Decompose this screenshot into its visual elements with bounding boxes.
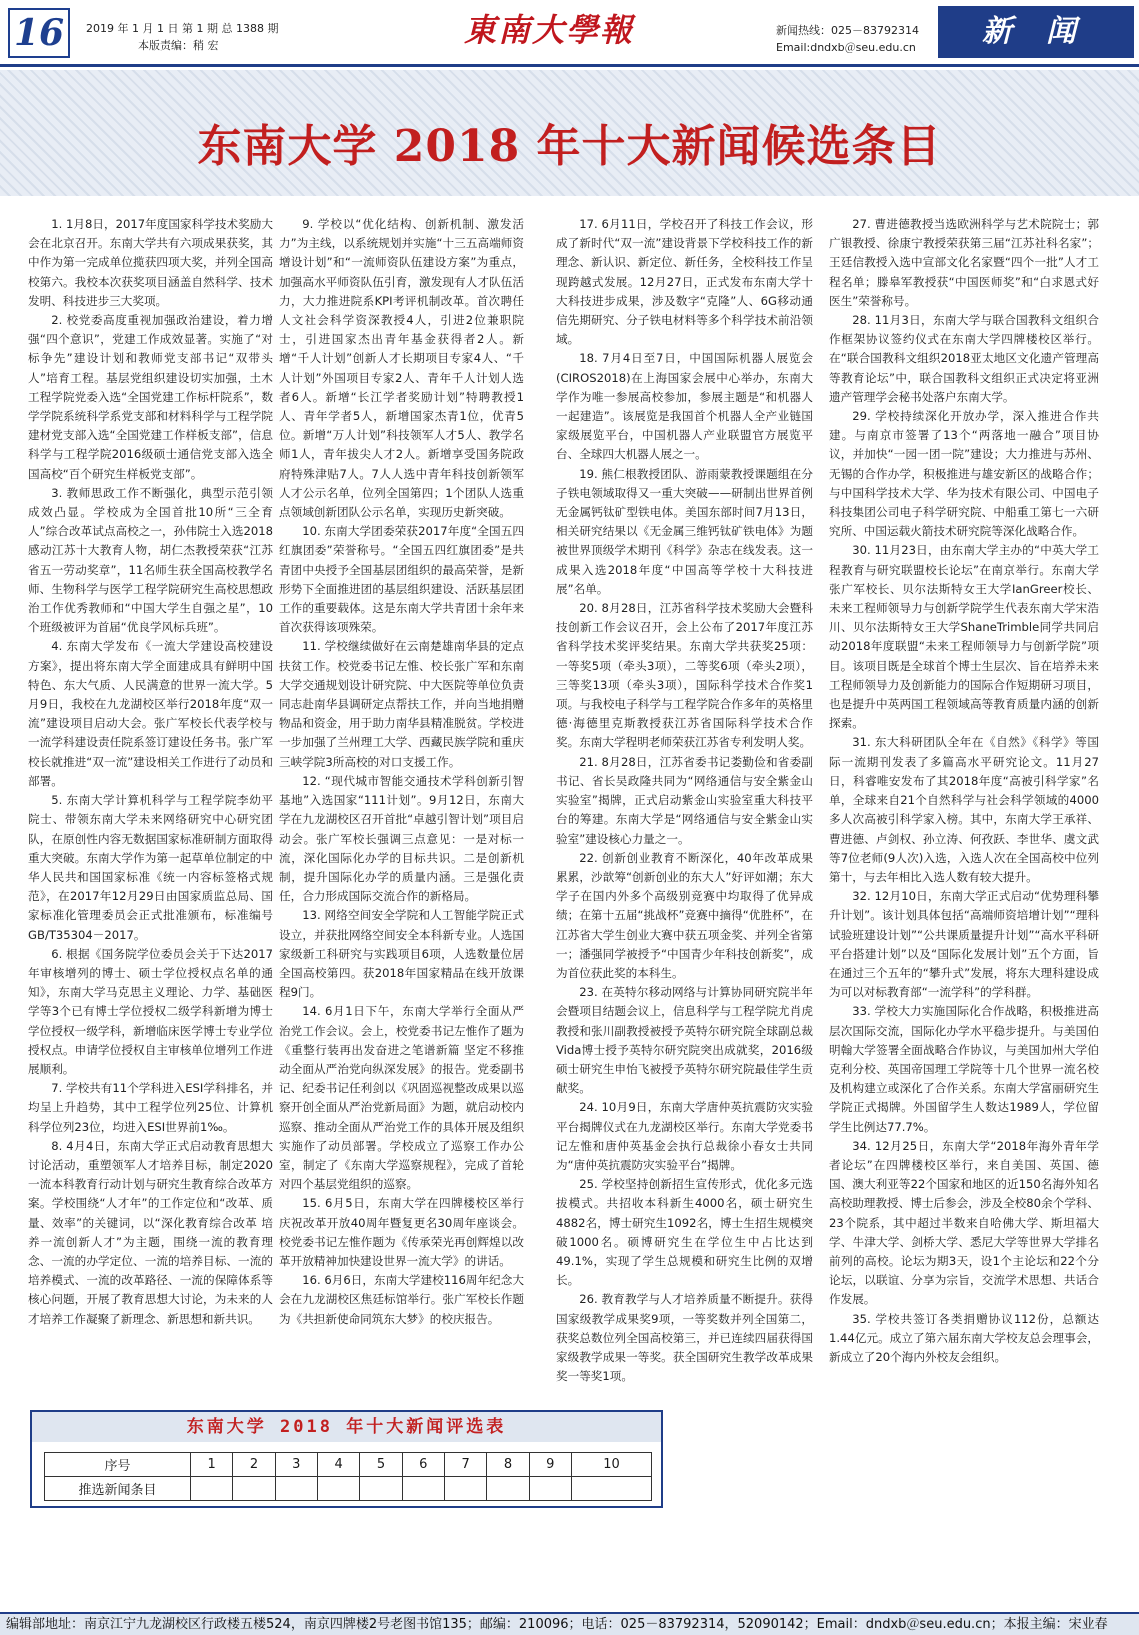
vote-entry-cell[interactable]: [317, 1477, 359, 1501]
vote-entry-cell[interactable]: [191, 1477, 233, 1501]
article-paragraph: 27. 曹进德教授当选欧洲科学与艺术院院士；郭广银教授、徐康宁教授荣获第三届“江苏社科名家”；王廷信教授入选中宣部文化名家暨“四个一批”人才工程名单；滕皋军教授获“中国医师奖”和“白求恩式好医生”荣誉称号。: [829, 217, 1099, 308]
article-paragraph: 24. 10月9日，东南大学唐仲英抗震防灾实验平台揭牌仪式在九龙湖校区举行。东南大学党委书记左惟和唐仲英基金会执行总裁徐小春女士共同为“唐仲英抗震防灾实验平台”揭牌。: [556, 1100, 813, 1172]
article-paragraph: 28. 11月3日，东南大学与联合国教科文组织合作框架协议签约仪式在东南大学四牌楼校区举行。在“联合国教科文组织2018亚太地区文化遗产管理高等教育论坛”中，联合国教科文组织正式决定将亚洲遗产管理学会秘书处落户东南大学。: [829, 313, 1099, 404]
vote-number-cell: 6: [402, 1453, 444, 1477]
news-hotline: 新闻热线：025－83792314: [776, 24, 919, 37]
vote-entry-cell[interactable]: [444, 1477, 486, 1501]
page-number: 16: [8, 8, 70, 58]
vote-entry-cell[interactable]: [487, 1477, 529, 1501]
article-column-4: [829, 215, 1099, 1615]
article-paragraph: 20. 8月28日，江苏省科学技术奖励大会暨科技创新工作会议召开，会上公布了2017年度江苏省科学技术奖评奖结果。东南大学共获奖25项：一等奖5项（牵头3项），二等奖6项（牵头2项），三等奖13项（牵头3项），国际科学技术合作奖1项。与我校电子科学与工程学院合作多年的英格里德·海德里克斯教授获江苏省国际科学技术合作奖。东南大学程明老师荣获江苏省专利发明人奖。: [556, 601, 813, 750]
article-paragraph: 21. 8月28日，江苏省委书记娄勤俭和省委副书记、省长吴政隆共同为“网络通信与安全紫金山实验室”揭牌，正式启动紫金山实验室重大科技平台的筹建。东南大学是“网络通信与安全紫金山实验室”建设核心力量之一。: [556, 754, 813, 846]
vote-entry-cell[interactable]: [233, 1477, 275, 1501]
article-paragraph: 4. 东南大学发布《一流大学建设高校建设方案》，提出将东南大学全面建成具有鲜明中国特色、东大气质、人民满意的世界一流大学。5月9日，我校在九龙湖校区举行2018年度“双一流”建设项目启动大会。张广军校长代表学校与一流学科建设责任院系签订建设任务书。张广军校长就推进“双一流”建设相关工作进行了动员和部署。: [28, 639, 273, 788]
page-headline: 东南大学 2018 年十大新闻候选条目: [197, 121, 942, 172]
article-paragraph: 30. 11月23日，由东南大学主办的“中英大学工程教育与研究联盟校长论坛”在南京举行。东南大学张广军校长、贝尔法斯特女王大学IanGreer校长、未来工程师领导力与创新学院学生代表东南大学宋浩川、贝尔法斯特女王大学ShaneTrimble同学共同启动2018年度联盟“未来工程师领导力与创新学院”项目。该项目既是全球首个博士生层次、旨在培养未来工程师领导力及创新能力的国际合作短期研习项目，也是提升中英两国工程领域高等教育质量内涵的创新探索。: [829, 543, 1099, 731]
section-label: 新闻: [938, 6, 1134, 58]
vote-number-cell: 3: [275, 1453, 317, 1477]
vote-number-cell: 9: [529, 1453, 571, 1477]
vote-table: [44, 1452, 652, 1501]
vote-table-title: 东南大学 2018 年十大新闻评选表: [32, 1412, 661, 1442]
vote-entry-cell[interactable]: [275, 1477, 317, 1501]
article-paragraph: 5. 东南大学计算机科学与工程学院李幼平院士、带领东南大学未来网络研究中心研究团队，在原创性内容无数据国家标准研制方面取得重大突破。东南大学作为第一起草单位制定的中华人民共和国国家标准《统一内容标签格式规范》，在2017年12月29日由国家质监总局、国家标准化管理委员会正式批准颁布，标准编号GB/T35304－2017。: [28, 793, 273, 942]
article-paragraph: 29. 学校持续深化开放办学，深入推进合作共建。与南京市签署了13个“两落地一融合”项目协议，并加快“一园一团一院”建设；大力推进与苏州、无锡的合作办学，积极推进与雄安新区的战略合作；与中国科学技术大学、华为技术有限公司、中国电子科技集团公司电子科学研究院、中船重工第七一六研究所、中国运载火箭技术研究院等深化战略合作。: [829, 409, 1099, 539]
article-column-2: [279, 215, 524, 1420]
article-paragraph: 22. 创新创业教育不断深化，40年改革成果累累，沙歆筹“创新创业的东大人”好评如潮；东大学子在国内外多个高级别竞赛中均取得了优异成绩；在第十五届“挑战杯”竞赛中摘得“优胜杯”，在江苏省大学生创业大赛中获五项金奖、并列全省第一；潘强同学被授予“中国青少年科技创新奖”，成为首位获此奖的本科生。: [556, 850, 813, 980]
article-paragraph: 35. 学校共签订各类捐赠协议112份，总额达1.44亿元。成立了第六届东南大学校友总会理事会，新成立了20个海内外校友会组织。: [829, 1311, 1099, 1364]
article-paragraph: 23. 在英特尔移动网络与计算协同研究院半年会暨项目结题会议上，信息科学与工程学院尤肖虎教授和张川副教授被授予英特尔研究院全球副总裁Vida博士授予英特尔研究院突出成就奖，2016级硕士研究生申怡飞被授予英特尔研究院最佳学生贡献奖。: [556, 985, 813, 1096]
vote-entry-cell[interactable]: [402, 1477, 444, 1501]
newspaper-logo: 東南大學報: [463, 11, 634, 49]
article-paragraph: 15. 6月5日，东南大学在四牌楼校区举行庆祝改革开放40周年暨复更名30周年座谈会。校党委书记左惟作题为《传承荣光再创辉煌以改革开放精神加快建设世界一流大学》的讲话。: [279, 1196, 524, 1268]
top-rule: [0, 64, 1139, 67]
vote-entry-cell[interactable]: [571, 1477, 651, 1501]
contact-email: Email:dndxb＠seu.edu.cn: [776, 41, 916, 54]
vote-number-cell: 4: [317, 1453, 359, 1477]
vote-number-row: [45, 1453, 652, 1477]
vote-entry-row: [45, 1477, 652, 1501]
article-column-3: [556, 215, 813, 1384]
contact-info: [776, 22, 919, 56]
row-label-number: 序号: [45, 1453, 191, 1477]
article-paragraph: 2. 校党委高度重视加强政治建设，着力增强“四个意识”，党建工作成效显著。实施了“对标争先”建设计划和教师党支部书记“双带头人”培育工程。基层党组织建设切实加强，土木工程学院党委入选“全国党建工作标杆院系”，数学学院系统科学系党支部和材料科学与工程学院建材党支部入选“全国党建工作样板支部”，信息科学与工程学院2016级硕士通信党支部入选全国高校“百个研究生样板党支部”。: [28, 313, 273, 481]
article-paragraph: 1. 1月8日，2017年度国家科学技术奖励大会在北京召开。东南大学共有六项成果获奖，其中作为第一完成单位揽获四项大奖，并列全国高校第六。我校本次获奖项目涵盖自然科学、技术发明、科技进步三大奖项。: [28, 217, 273, 308]
article-paragraph: 26. 教育教学与人才培养质量不断提升。获得国家级教学成果奖9项，一等奖数并列全国第二，获奖总数位列全国高校第三，并已连续四届获得国家级教学成果一等奖。获全国研究生教学改革成果奖一等奖1项。: [556, 1292, 813, 1384]
article-paragraph: 10. 东南大学团委荣获2017年度“全国五四红旗团委”荣誉称号。“全国五四红旗团委”是共青团中央授予全国基层团组织的最高荣誉，是新形势下全面推进团的基层组织建设、活跃基层团工作的重要载体。这是东南大学共青团十余年来首次获得该项殊荣。: [279, 524, 524, 635]
vote-number-cell: 7: [444, 1453, 486, 1477]
vote-entry-cell[interactable]: [529, 1477, 571, 1501]
masthead: [0, 0, 1139, 64]
article-paragraph: 6. 根据《国务院学位委员会关于下达2017年审核增列的博士、硕士学位授权点名单的通知》，东南大学马克思主义理论、力学、基础医学等3个已有博士学位授权二级学科新增为博士学位授权一级学科，新增临床医学博士专业学位授权点。申请学位授权自主审核单位增列工作进展顺利。: [28, 946, 273, 1076]
article-paragraph: 19. 熊仁根教授团队、游雨蒙教授课题组在分子铁电领域取得又一重大突破——研制出世界首例无金属钙钛矿型铁电体。美国东部时间7月13日，相关研究结果以《无金属三维钙钛矿铁电体》为题被世界顶级学术期刊《科学》杂志在线发表。这一成果入选2018年度“中国高等学校十大科技进展”名单。: [556, 466, 813, 596]
article-column-1: [28, 215, 273, 1400]
article-paragraph: 13. 网络空间安全学院和人工智能学院正式设立，并获批网络空间安全本科新专业。人选国家级新工科研究与实践项目6项，人选数量位居全国高校第四。获2018年国家精品在线开放课程9门。: [279, 908, 524, 1000]
row-label-entry: 推选新闻条目: [45, 1477, 191, 1501]
vote-number-cell: 8: [487, 1453, 529, 1477]
article-paragraph: 3. 教师思政工作不断强化，典型示范引领成效凸显。学校成为全国首批10所“三全育人”综合改革试点高校之一，孙伟院士入选2018感动江苏十大教育人物，胡仁杰教授荣获“江苏省五一劳动奖章”，11名师生获全国高校教学名师、生物科学与医学工程学院研究生高校思想政治工作优秀教师和“中国大学生自强之星”，10个班级被评为首届“优良学风标兵班”。: [28, 485, 273, 635]
article-paragraph: 34. 12月25日，东南大学“2018年海外青年学者论坛”在四牌楼校区举行，来自美国、英国、德国、澳大利亚等22个国家和地区的近150名海外知名高校助理教授、博士后参会，涉及全校80余个学科、23个院系，其中超过半数来自哈佛大学、斯坦福大学、牛津大学、剑桥大学、悉尼大学等世界大学排名前列的高校。论坛为期3天，设1个主论坛和22个分论坛，以联谊、分享为宗旨，交流学术思想、共话合作发展。: [829, 1138, 1099, 1307]
article-paragraph: 11. 学校继续做好在云南楚雄南华县的定点扶贫工作。校党委书记左惟、校长张广军和东南大学交通规划设计研究院、中大医院等单位负责同志赴南华县调研定点帮扶工作，并向当地捐赠物品和资金，用于助力南华县精准脱贫。学校进一步加强了兰州理工大学、西藏民族学院和重庆三峡学院3所高校的对口支援工作。: [279, 639, 524, 769]
vote-entry-cell[interactable]: [360, 1477, 402, 1501]
vote-number-cell: 5: [360, 1453, 402, 1477]
vote-number-cell: 1: [191, 1453, 233, 1477]
article-paragraph: 25. 学校坚持创新招生宣传形式，优化多元选拔模式。共招收本科新生4000名，硕士研究生4882名，博士研究生1092名，博士生招生规模突破1000名。硕博研究生在学位生中占比达到49.1%，实现了学生总规模和研究生比例的双增长。: [556, 1177, 813, 1288]
article-paragraph: 31. 东大科研团队全年在《自然》《科学》等国际一流期刊发表了多篇高水平研究论文。11月27日，科睿唯安发布了其2018年度“高被引科学家”名单，全球来自21个自然科学与社会科学领域的4000多人次高被引科学家入榜。其中，东南大学王承祥、曹进德、卢剑权、孙立涛、何孜跃、李世华、虞文武等7位老师(9人次)入选，入选人次在全国高校中位列第十，与去年相比入选人数有较大提升。: [829, 735, 1099, 884]
article-paragraph: 33. 学校大力实施国际化合作战略，积极推进高层次国际交流，国际化办学水平稳步提升。与美国伯明翰大学签署全面战略合作协议，与美国加州大学伯克利分校、英国帝国理工学院等十几个世界一流名校及机构建立或深化了合作关系。东南大学富丽研究生学院正式揭牌。外国留学生人数达1989人，学位留学生比例达77.7%。: [829, 1004, 1099, 1134]
article-paragraph: 16. 6月6日，东南大学建校116周年纪念大会在九龙湖校区焦廷标馆举行。张广军校长作题为《共担新使命同筑东大梦》的校庆报告。: [279, 1273, 524, 1326]
vote-number-cell: 2: [233, 1453, 275, 1477]
article-paragraph: 17. 6月11日，学校召开了科技工作会议，形成了新时代“双一流”建设背景下学校科技工作的新理念、新认识、新定位、新任务，全校科技工作呈现跨越式发展。12月27日，正式发布东南大学十大科技进步成果，涉及数字“克隆”人、6G移动通信先期研究、分子铁电材料等多个科学技术前沿领域。: [556, 217, 813, 347]
issue-date: 2019 年 1 月 1 日 第 1 期 总 1388 期: [86, 22, 279, 35]
article-paragraph: 9. 学校以“优化结构、创新机制、激发活力”为主线，以系统规划并实施“十三五高端师资增设计划”和“一流师资队伍建设方案”为重点，加强高水平师资队伍引育，激发现有人才队伍活力，大力推进院系KPI考评机制改革。首次聘任人文社会科学资深教授4人，引进2位兼职院士，引进国家杰出青年基金获得者2人。新增“千人计划”创新人才长期项目专家4人、“千人计划”外国项目专家2人、青年千人计划人选者6人。新增“长江学者奖励计划”特聘教授1人、青年学者5人，新增国家杰青1位，优青5位。新增“万人计划”科技领军人才5人、教学名师1人，青年拔尖人才2人。新增享受国务院政府特殊津贴7人。7人人选中青年科技创新领军人才公示名单，位列全国第四；1个团队人选重点领域创新团队公示名单，实现历史新突破。: [279, 217, 524, 520]
article-paragraph: 12. “现代城市智能交通技术学科创新引智基地”入选国家“111计划”。9月12日，东南大学在九龙湖校区召开首批“卓越引智计划”项目启动会。张广军校长强调三点意见：一是对标一流，深化国际化办学的目标共识。二是创新机制，提升国际化办学的质量内涵。三是强化责任，合力形成国际交流合作的新格局。: [279, 773, 524, 904]
vote-number-cell: 10: [571, 1453, 651, 1477]
footer-address: 编辑部地址：南京江宁九龙湖校区行政楼五楼524，南京四牌楼2号老图书馆135；邮编：210096；电话：025－83792314，52090142；Email：dndxb＠seu.edu.cn；本报主编：宋业春: [0, 1614, 1139, 1635]
article-paragraph: 7. 学校共有11个学科进入ESI学科排名，并均呈上升趋势，其中工程学位列25位、计算机科学位列23位，均进入ESI世界前1‰。: [28, 1081, 273, 1134]
article-paragraph: 18. 7月4日至7日，中国国际机器人展览会(CIROS2018)在上海国家会展中心举办，东南大学作为唯一参展高校参加，参展主题是“和机器人一起建造”。该展览是我国首个机器人全产业链国家级展览平台，中国机器人产业联盟官方展览平台、全球四大机器人展之一。: [556, 351, 813, 462]
article-paragraph: 8. 4月4日，东南大学正式启动教育思想大讨论活动，重塑领军人才培养目标，制定2020一流本科教育行动计划与研究生教育综合改革方案。学校围绕“人才年”的工作定位和“改革、质量、效率”的关键词，以“深化教育综合改革 培养一流创新人才”为主题，围绕一流的教育理念、一流的办学定位、一流的培养目标、一流的培养模式、一流的改革路径、一流的保障体系等核心问题，开展了教育思想大讨论，为未来的人才培养工作凝聚了新理念、新思想和新共识。: [28, 1138, 273, 1326]
article-paragraph: 32. 12月10日，东南大学正式启动“优势理科攀升计划”。该计划具体包括“高端师资培增计划”“理科试验班建设计划”“公共课质量提升计划”“高水平科研平台搭建计划”以及“国际化发展计划”五个方面，旨在通过三个五年的“攀升式”发展，将东大理科建设成为可以对标教育部“一流学科”的学科群。: [829, 889, 1099, 1000]
page-editor: 本版责编：稍 宏: [138, 39, 219, 52]
vote-table-box: [30, 1410, 663, 1508]
article-paragraph: 14. 6月1日下午，东南大学举行全面从严治党工作会议。会上，校党委书记左惟作了题为《重整行装再出发奋进之笔谱新篇 坚定不移推动全面从严治党向纵深发展》的报告。党委副书记、纪委书记任利剑以《巩固巡视整改成果以巡察开创全面从严治党新局面》为题，就启动校内巡察、推动全面从严治党工作的具体开展及组织实施作了动员部署。学校成立了巡察工作办公室，制定了《东南大学巡察规程》，完成了首轮对四个基层党组织的巡察。: [279, 1004, 524, 1192]
issue-info: [86, 20, 278, 54]
